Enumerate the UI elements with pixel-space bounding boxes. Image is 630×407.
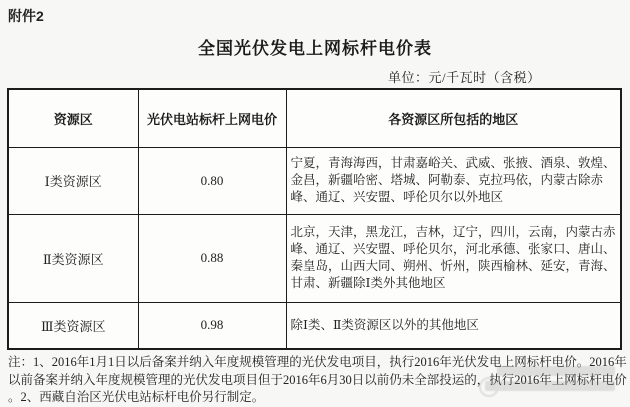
regions-cell: 除Ⅰ类、Ⅱ类资源区以外的其他地区 <box>286 302 621 349</box>
footnote-line: 注：1、2016年1月1日以后备案并纳入年度规模管理的光伏发电项目，执行2016年光伏发电上网标杆电价。2016年 <box>8 355 627 369</box>
price-cell: 0.98 <box>138 302 286 349</box>
regions-cell: 北京，天津，黑龙江，吉林，辽宁，四川，云南，内蒙古赤峰、通辽、兴安盟、呼伦贝尔，河北承德、张家口、唐山、秦皇岛，山西大同、朔州、忻州，陕西榆林、延安，青海、甘肃、新疆除Ⅰ类外其他地区 <box>286 214 621 302</box>
table-row <box>8 214 621 302</box>
price-table <box>7 88 622 350</box>
table-row <box>8 302 621 349</box>
unit-label: 单位：元/千瓦时（含税） <box>388 70 541 85</box>
footnote-line: 以前备案并纳入年度规模管理的光伏发电项目但于2016年6月30日以前仍未全部投运的，执行2016年上网标杆电价 <box>8 372 627 387</box>
header-regions: 各资源区所包括的地区 <box>286 89 621 147</box>
zone-cell: Ⅱ类资源区 <box>8 214 138 302</box>
price-cell: 0.88 <box>138 214 286 302</box>
zone-cell: Ⅰ类资源区 <box>8 147 138 214</box>
header-price: 光伏电站标杆上网电价 <box>138 89 286 147</box>
price-cell: 0.80 <box>138 147 286 214</box>
footnote-line: 。2、西藏自治区光伏电站标杆电价另行制定。 <box>8 390 265 404</box>
header-zone: 资源区 <box>8 89 138 147</box>
table-row <box>8 147 621 214</box>
table-header-row <box>8 89 621 147</box>
page-title: 全国光伏发电上网标杆电价表 <box>198 39 432 58</box>
attachment-label: 附件2 <box>8 8 44 24</box>
regions-cell: 宁夏，青海海西，甘肃嘉峪关、武威、张掖、酒泉、敦煌、金昌，新疆哈密、塔城、阿勒泰、克拉玛依，内蒙古除赤峰、通辽、兴安盟、呼伦贝尔以外地区 <box>286 147 621 214</box>
zone-cell: Ⅲ类资源区 <box>8 302 138 349</box>
footnotes <box>8 354 628 407</box>
